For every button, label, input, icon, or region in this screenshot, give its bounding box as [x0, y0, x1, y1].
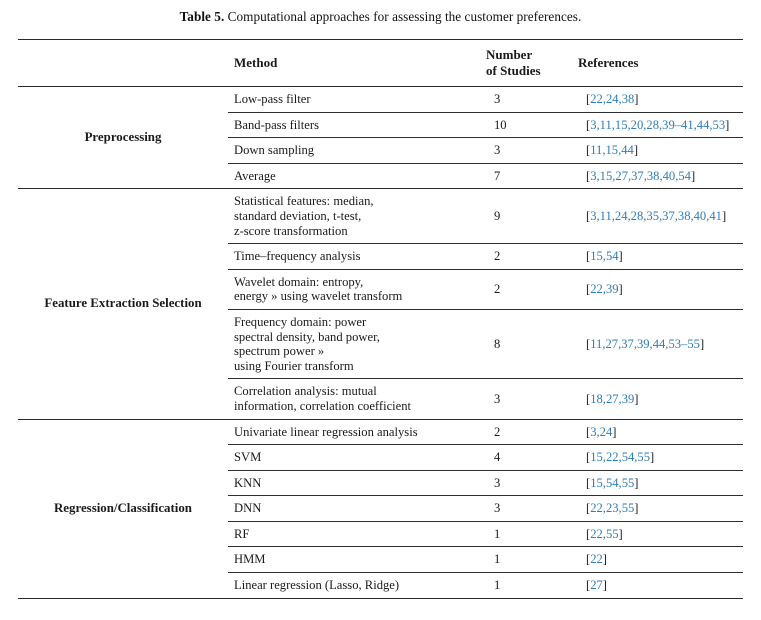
computational-approaches-table — [18, 39, 743, 598]
cell-references — [572, 244, 743, 270]
cell-method — [228, 521, 480, 547]
cell-number-of-studies: 9 — [480, 189, 572, 244]
reference-bracket-open: [ — [586, 92, 591, 106]
cell-references — [572, 445, 743, 471]
method-line: KNN — [234, 475, 262, 490]
reference-bracket-close: ] — [634, 92, 639, 106]
method-line: standard deviation, t-test, — [234, 208, 362, 223]
reference-bracket-close: ] — [618, 282, 623, 297]
cell-number-of-studies: 2 — [480, 419, 572, 445]
column-header-group — [18, 40, 228, 87]
method-line: Statistical features: median, — [234, 194, 374, 209]
method-line: information, correlation coefficient — [234, 398, 412, 413]
cell-method — [228, 189, 480, 244]
reference-numbers[interactable]: 3,15,27,37,38,40,54 — [590, 168, 691, 183]
method-line: spectrum power » — [234, 344, 325, 359]
table-row — [18, 87, 743, 113]
cell-number-of-studies: 3 — [480, 379, 572, 419]
cell-method — [228, 445, 480, 471]
reference-numbers[interactable]: 22 — [590, 552, 603, 567]
row-group-label: Preprocessing — [18, 87, 228, 189]
table-row — [18, 419, 743, 445]
cell-method — [228, 269, 480, 309]
reference-numbers[interactable]: 11,27,37,39,44,53–55 — [590, 336, 700, 351]
cell-references — [572, 87, 743, 113]
reference-numbers[interactable]: 22,39 — [590, 282, 619, 297]
method-line: HMM — [234, 552, 266, 567]
cell-number-of-studies: 3 — [480, 138, 572, 164]
column-header-number-of-studies — [480, 40, 572, 87]
cell-references — [572, 547, 743, 573]
cell-references — [572, 309, 743, 378]
cell-method — [228, 163, 480, 189]
reference-bracket-close: ] — [650, 450, 655, 465]
reference-bracket-open: [ — [586, 526, 591, 541]
method-line: energy » using wavelet transform — [234, 289, 403, 304]
method-line: using Fourier transform — [234, 358, 354, 373]
cell-references — [572, 379, 743, 419]
reference-bracket-open: [ — [586, 282, 591, 297]
reference-bracket-close: ] — [618, 526, 623, 541]
column-header-method: Method — [228, 40, 480, 87]
cell-references — [572, 419, 743, 445]
table-caption — [0, 9, 761, 25]
method-line: RF — [234, 526, 250, 541]
reference-numbers[interactable]: 15,54 — [590, 249, 619, 264]
table-bottom-rule — [18, 598, 743, 599]
reference-bracket-close: ] — [634, 501, 639, 516]
reference-bracket-open: [ — [586, 391, 591, 406]
cell-references — [572, 189, 743, 244]
cell-number-of-studies: 8 — [480, 309, 572, 378]
method-line: spectral density, band power, — [234, 329, 380, 344]
method-line: Linear regression (Lasso, Ridge) — [234, 578, 400, 593]
method-line: DNN — [234, 501, 262, 516]
cell-number-of-studies: 7 — [480, 163, 572, 189]
reference-bracket-close: ] — [699, 336, 705, 351]
reference-numbers[interactable]: 3,11,15,20,28,39–41,44,53 — [590, 117, 726, 132]
cell-number-of-studies: 10 — [480, 112, 572, 138]
method-line: Average — [234, 168, 276, 183]
table-body — [18, 87, 743, 598]
table-head — [18, 40, 743, 87]
cell-references — [572, 269, 743, 309]
cell-references — [572, 470, 743, 496]
reference-bracket-close: ] — [618, 249, 623, 264]
reference-bracket-close: ] — [602, 552, 607, 567]
method-line: Univariate linear regression analysis — [234, 424, 418, 439]
reference-bracket-open: [ — [586, 208, 591, 223]
table-container — [18, 39, 743, 599]
reference-numbers[interactable]: 27 — [590, 578, 603, 593]
reference-bracket-open: [ — [586, 501, 591, 516]
column-header-number-line1: Number — [486, 47, 533, 62]
reference-bracket-open: [ — [586, 552, 591, 567]
reference-bracket-open: [ — [586, 336, 591, 351]
cell-references — [572, 163, 743, 189]
reference-numbers[interactable]: 15,22,54,55 — [590, 450, 651, 465]
cell-number-of-studies: 4 — [480, 445, 572, 471]
cell-method — [228, 309, 480, 378]
cell-method — [228, 244, 480, 270]
cell-number-of-studies: 3 — [480, 87, 572, 113]
cell-number-of-studies: 1 — [480, 521, 572, 547]
reference-numbers[interactable]: 11,15,44 — [590, 143, 634, 158]
reference-bracket-open: [ — [586, 249, 591, 264]
row-group-label: Feature Extraction Selection — [18, 189, 228, 419]
reference-bracket-open: [ — [586, 143, 591, 158]
reference-bracket-close: ] — [725, 117, 730, 132]
method-line: Band-pass filters — [234, 117, 319, 132]
cell-number-of-studies: 2 — [480, 269, 572, 309]
cell-method — [228, 496, 480, 522]
reference-bracket-close: ] — [602, 578, 607, 593]
reference-bracket-close: ] — [612, 424, 617, 439]
table-header-row — [18, 40, 743, 87]
column-header-number-line2: of Studies — [486, 62, 541, 78]
reference-bracket-open: [ — [586, 117, 591, 132]
reference-bracket-close: ] — [634, 391, 639, 406]
cell-number-of-studies: 3 — [480, 496, 572, 522]
cell-method — [228, 573, 480, 598]
reference-numbers[interactable]: 15,54,55 — [590, 475, 635, 490]
reference-numbers[interactable]: 3,11,24,28,35,37,38,40,41 — [590, 208, 722, 223]
reference-numbers[interactable]: 18,27,39 — [590, 391, 635, 406]
method-line: Down sampling — [234, 143, 315, 158]
cell-method — [228, 419, 480, 445]
table-caption-label: Table 5. — [179, 9, 225, 24]
cell-references — [572, 573, 743, 598]
cell-method — [228, 138, 480, 164]
cell-method — [228, 547, 480, 573]
table-caption-text: Computational approaches for assessing the customer preferences. — [227, 9, 582, 24]
cell-number-of-studies: 1 — [494, 578, 501, 593]
cell-method — [228, 470, 480, 496]
reference-bracket-close: ] — [690, 168, 696, 183]
reference-bracket-open: [ — [586, 450, 591, 465]
method-line: Wavelet domain: entropy, — [234, 274, 364, 289]
cell-method — [228, 112, 480, 138]
cell-method — [228, 379, 480, 419]
method-line: Low-pass filter — [234, 92, 311, 106]
reference-bracket-open: [ — [586, 475, 591, 490]
cell-references — [572, 496, 743, 522]
reference-bracket-open: [ — [586, 424, 591, 439]
column-header-references: References — [572, 40, 743, 87]
reference-numbers[interactable]: 22,23,55 — [590, 501, 635, 516]
table-row — [18, 189, 743, 244]
method-line: Correlation analysis: mutual — [234, 384, 377, 399]
reference-bracket-close: ] — [634, 475, 639, 490]
reference-bracket-open: [ — [586, 578, 591, 593]
reference-numbers[interactable]: 22,24,38 — [590, 92, 635, 106]
method-line: z-score transformation — [234, 223, 348, 238]
reference-numbers[interactable]: 3,24 — [590, 424, 613, 439]
reference-numbers[interactable]: 22,55 — [590, 526, 619, 541]
method-line: SVM — [234, 450, 262, 465]
cell-references — [572, 521, 743, 547]
cell-method — [228, 87, 480, 113]
row-group-label: Regression/Classification — [54, 501, 192, 516]
reference-bracket-close: ] — [633, 143, 639, 158]
method-line: Time–frequency analysis — [234, 249, 361, 264]
cell-number-of-studies: 3 — [480, 470, 572, 496]
cell-number-of-studies: 2 — [480, 244, 572, 270]
reference-bracket-open: [ — [586, 168, 591, 183]
reference-bracket-close: ] — [721, 208, 727, 223]
method-line: Frequency domain: power — [234, 314, 367, 329]
cell-references — [572, 138, 743, 164]
cell-references — [572, 112, 743, 138]
cell-number-of-studies: 1 — [480, 547, 572, 573]
